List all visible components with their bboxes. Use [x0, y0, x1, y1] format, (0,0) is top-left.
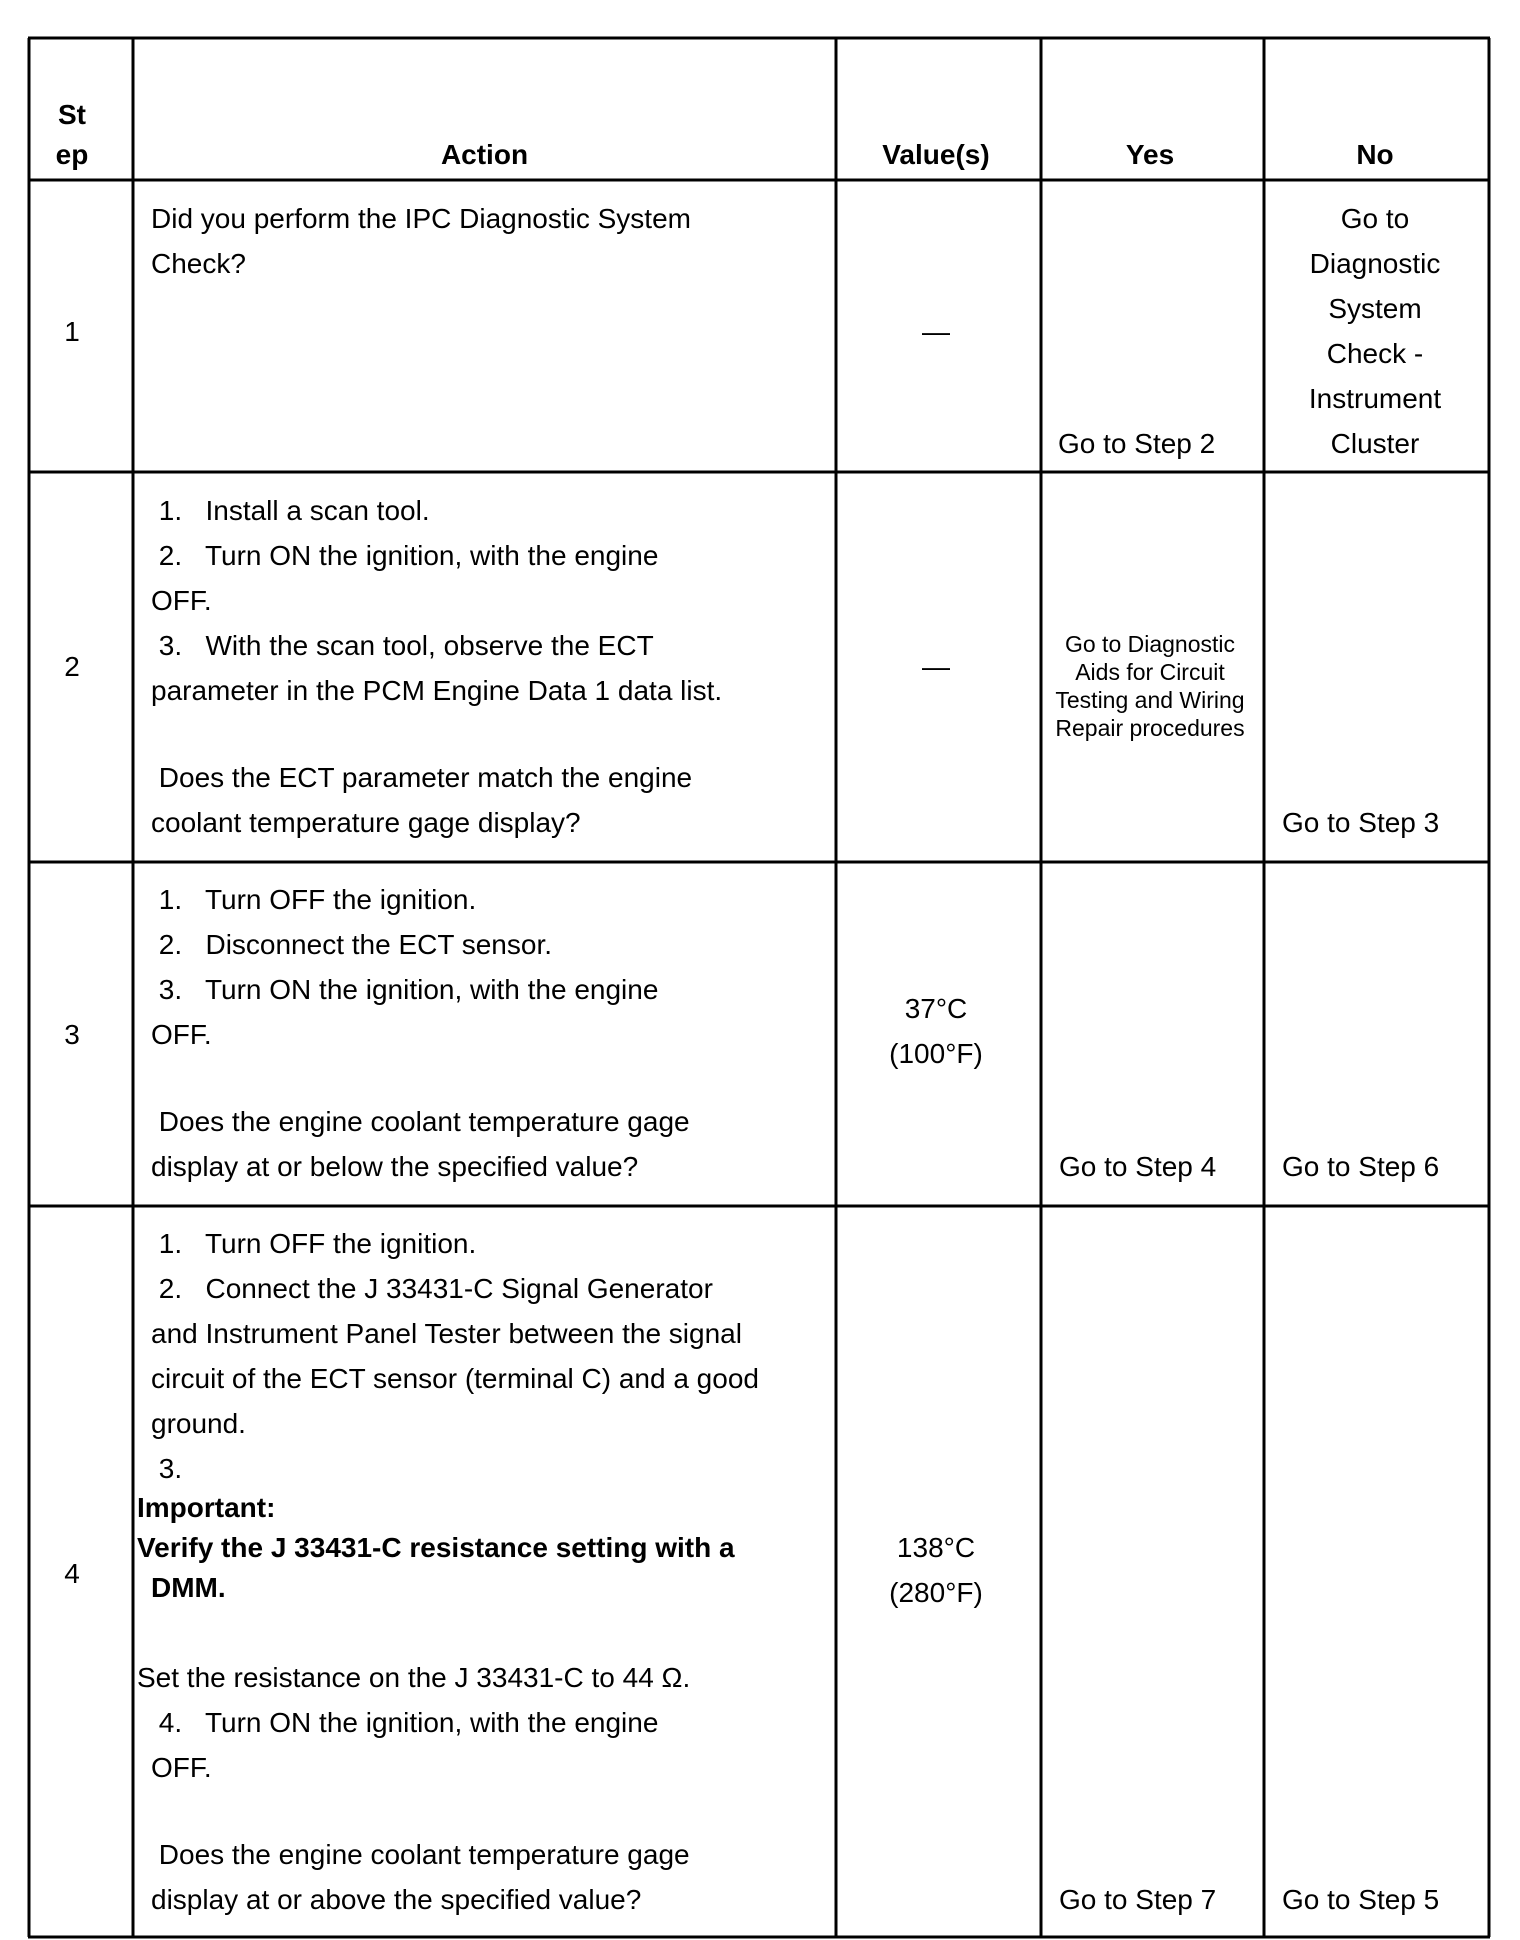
action-line: 3. With the scan tool, observe the ECT: [151, 630, 654, 661]
no-line: Diagnostic: [1309, 248, 1441, 279]
action-line: OFF.: [151, 585, 212, 616]
step-number: 3: [64, 1019, 80, 1050]
action-line: 2. Disconnect the ECT sensor.: [151, 929, 553, 960]
step-number: 2: [64, 651, 80, 682]
action-line: circuit of the ECT sensor (terminal C) and a good: [151, 1363, 759, 1394]
action-question: Does the ECT parameter match the engine: [151, 762, 693, 793]
action-line: 2. Turn ON the ignition, with the engine: [151, 540, 659, 571]
no-line: Check -: [1326, 338, 1424, 369]
action-line: OFF.: [151, 1019, 212, 1050]
action-line: 1. Turn OFF the ignition.: [151, 884, 477, 915]
yes-line: Go to Diagnostic: [1064, 631, 1236, 657]
no-link[interactable]: Go to Step 3: [1282, 807, 1440, 838]
action-question: display at or below the specified value?: [151, 1151, 639, 1182]
yes-link[interactable]: Go to Step 2: [1058, 428, 1216, 459]
no-line: Cluster: [1330, 428, 1420, 459]
action-line: 1. Install a scan tool.: [151, 495, 430, 526]
yes-link[interactable]: Go to Step 7: [1059, 1884, 1217, 1915]
header-action: Action: [440, 139, 529, 170]
action-line: Did you perform the IPC Diagnostic System: [151, 203, 691, 234]
action-line: and Instrument Panel Tester between the signal: [151, 1318, 742, 1349]
value-text: —: [922, 316, 950, 347]
action-question: Does the engine coolant temperature gage: [151, 1106, 690, 1137]
yes-line: Repair procedures: [1055, 715, 1245, 741]
yes-line: Aids for Circuit: [1075, 659, 1225, 685]
no-line: System: [1328, 293, 1422, 324]
yes-link[interactable]: Go to Step 4: [1059, 1151, 1217, 1182]
header-values: Value(s): [882, 139, 990, 170]
step-number: 4: [64, 1558, 80, 1589]
step-number: 1: [64, 316, 80, 347]
important-label: Important:: [137, 1492, 276, 1523]
action-line: 3. Turn ON the ignition, with the engine: [151, 974, 659, 1005]
action-line: 4. Turn ON the ignition, with the engine: [151, 1707, 659, 1738]
action-line: Set the resistance on the J 33431-C to 44 Ω.: [137, 1662, 691, 1693]
header-step-line2: ep: [55, 139, 89, 170]
yes-line: Testing and Wiring: [1055, 687, 1245, 713]
action-line: ground.: [151, 1408, 246, 1439]
action-line: Check?: [151, 248, 246, 279]
action-line: 1. Turn OFF the ignition.: [151, 1228, 477, 1259]
action-question: display at or above the specified value?: [151, 1884, 642, 1915]
header-yes: Yes: [1125, 139, 1175, 170]
no-link[interactable]: Go to Step 6: [1282, 1151, 1440, 1182]
action-line: 3.: [151, 1453, 183, 1484]
value-text: —: [922, 651, 950, 682]
no-link[interactable]: Go to Step 5: [1282, 1884, 1440, 1915]
no-line: Instrument: [1308, 383, 1442, 414]
important-note: DMM.: [151, 1572, 226, 1603]
action-line: 2. Connect the J 33431-C Signal Generator: [151, 1273, 713, 1304]
no-line: Go to: [1340, 203, 1410, 234]
action-line: OFF.: [151, 1752, 212, 1783]
header-no: No: [1356, 139, 1394, 170]
value-fahrenheit: (280°F): [889, 1577, 983, 1608]
important-note: Verify the J 33431-C resistance setting with a: [137, 1532, 735, 1563]
value-fahrenheit: (100°F): [889, 1038, 983, 1069]
header-step-line1: St: [58, 99, 86, 130]
value-celsius: 37°C: [904, 993, 968, 1024]
value-celsius: 138°C: [896, 1532, 976, 1563]
action-question: Does the engine coolant temperature gage: [151, 1839, 690, 1870]
action-question: coolant temperature gage display?: [151, 807, 581, 838]
action-line: parameter in the PCM Engine Data 1 data list.: [151, 675, 723, 706]
